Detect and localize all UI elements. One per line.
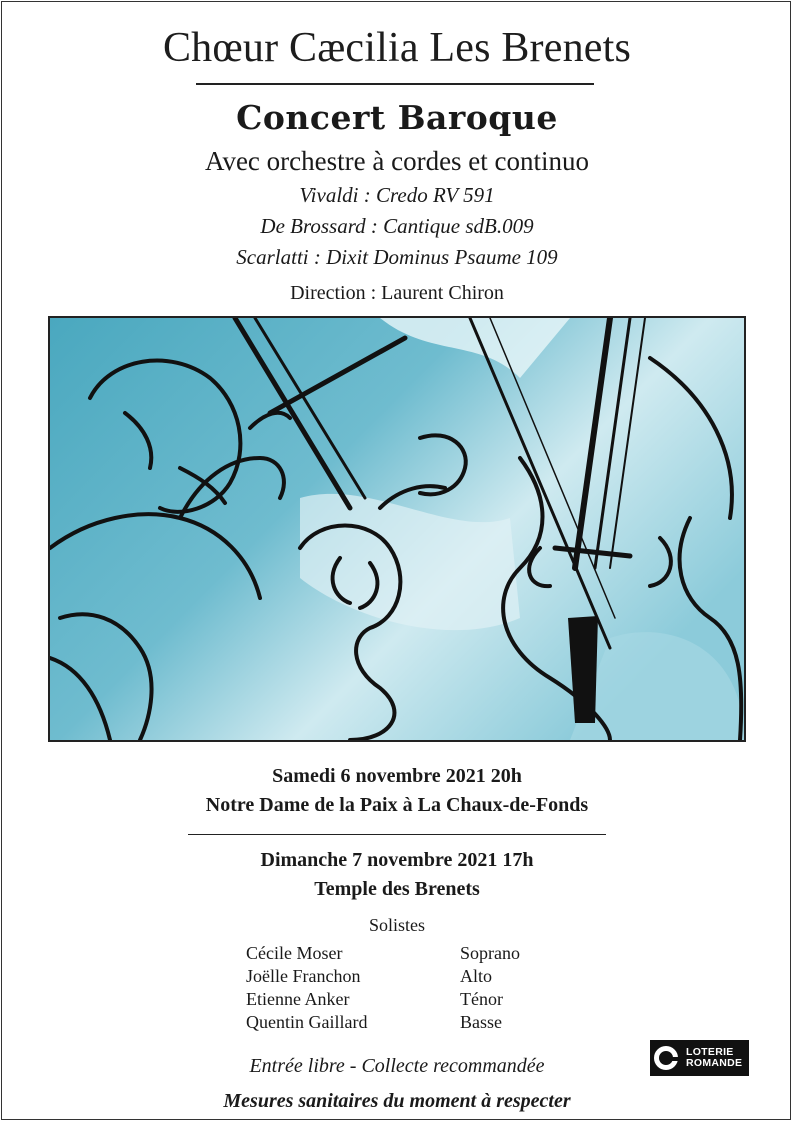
soloist-voice: Ténor: [460, 989, 503, 1009]
events-divider: [188, 834, 606, 835]
soloist-voice: Soprano: [460, 943, 520, 963]
entry-note: Entrée libre - Collecte recommandée: [249, 1055, 545, 1077]
soloist-voice: Basse: [460, 1012, 502, 1032]
event-2-date: Dimanche 7 novembre 2021 17h: [260, 849, 534, 871]
sponsor-wordmark: [686, 1047, 742, 1069]
soloist-name: Etienne Anker: [246, 989, 350, 1009]
loterie-romande-logo: [650, 1040, 749, 1076]
conductor-and-strings-illustration: [48, 316, 746, 742]
soloist-name: Cécile Moser: [246, 943, 343, 963]
conductor-credit: Direction : Laurent Chiron: [290, 282, 504, 304]
soloist-name: Joëlle Franchon: [246, 966, 361, 986]
work-vivaldi: Vivaldi : Credo RV 591: [299, 183, 495, 207]
event-1-venue: Notre Dame de la Paix à La Chaux-de-Fonds: [205, 794, 589, 816]
sponsor-line-1: LOTERIE: [686, 1046, 734, 1058]
event-2-venue: Temple des Brenets: [314, 878, 480, 900]
concert-subtitle: Avec orchestre à cordes et continuo: [204, 146, 590, 176]
loterie-romande-icon: [654, 1046, 678, 1070]
soloist-voice: Alto: [460, 966, 493, 986]
work-de-brossard: De Brossard : Cantique sdB.009: [260, 214, 534, 238]
soloists-heading: Solistes: [368, 915, 425, 935]
sponsor-line-2: ROMANDE: [686, 1057, 743, 1069]
health-note: Mesures sanitaires du moment à respecter: [223, 1090, 571, 1112]
illustration-svg: [50, 318, 744, 740]
work-scarlatti: Scarlatti : Dixit Dominus Psaume 109: [236, 245, 558, 269]
choir-name: Chœur Cæcilia Les Brenets: [162, 25, 632, 71]
event-1-date: Samedi 6 novembre 2021 20h: [272, 765, 522, 787]
title-divider: [196, 83, 594, 85]
concert-title: Concert Baroque: [236, 98, 558, 137]
soloist-name: Quentin Gaillard: [246, 1012, 368, 1032]
